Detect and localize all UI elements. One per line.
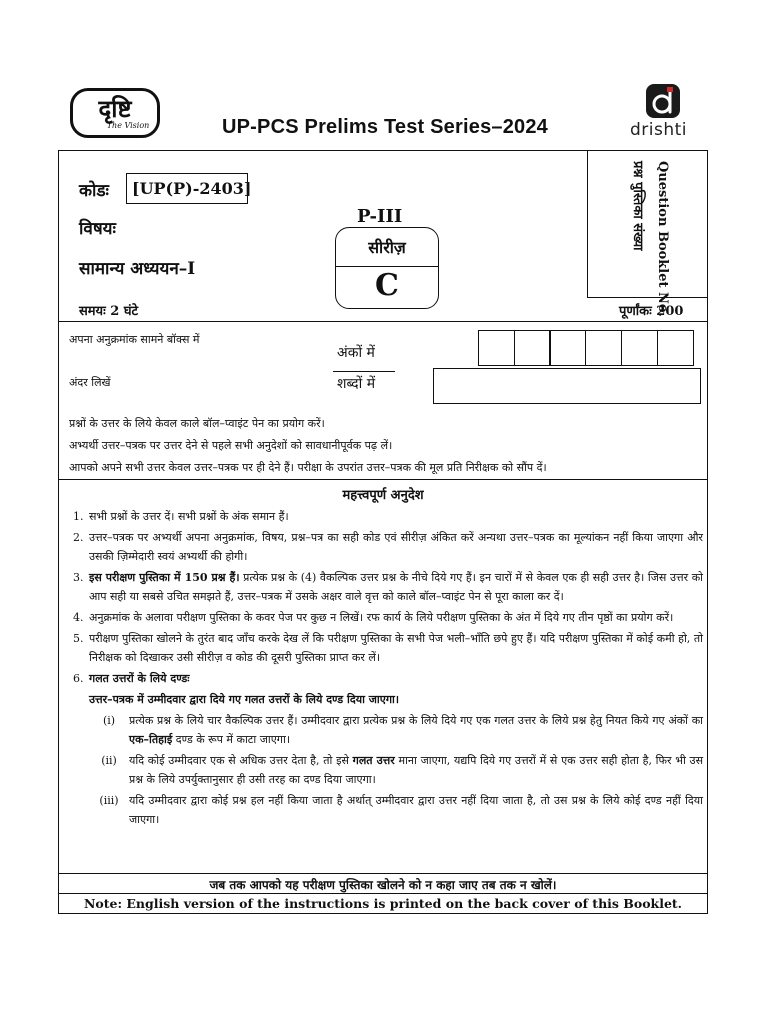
- divider: [59, 893, 707, 894]
- do-not-open-note: जब तक आपको यह परीक्षण पुस्तिका खोलने को न कहा जाए तब तक न खोलें।: [209, 878, 557, 892]
- roll-digit-cell[interactable]: [478, 330, 515, 366]
- max-marks: पूर्णांकः 200: [619, 304, 684, 319]
- in-words-label: शब्दों में: [337, 376, 376, 392]
- roll-digit-cell[interactable]: [585, 330, 622, 366]
- instruction-item: [73, 507, 703, 526]
- item-rest: प्रत्येक प्रश्न के (4) वैकल्पिक उत्तर प्रश्न के नीचे दिये गए हैं। इन चारों में से केवल एक ही सही उत्तर है। जिस उत्तर को आप सही या सबसे उचित समझते हैं, उत्तर–पत्रक में उसके अक्षर वाले वृत्त को काले बॉल–प्वाइंट पेन से पूरा काला कर दें।: [89, 571, 703, 603]
- penalty-heading: उत्तर–पत्रक में उम्मीदवार द्वारा दिये गए गलत उत्तरों के लिये दण्ड दिया जाएगा।: [89, 693, 400, 706]
- penalty-number: (iii): [99, 794, 119, 807]
- series-label: सीरीज़: [368, 238, 406, 257]
- roll-number-digits: [479, 330, 694, 366]
- item-number: 5.: [73, 632, 84, 645]
- logo-tagline: The Vision: [106, 120, 150, 130]
- item-text: अनुक्रमांक के अलावा परीक्षण पुस्तिका के कवर पेज पर कुछ न लिखें। रफ कार्य के लिये परीक्षण पुस्तिका के अंत में दिये गए तीन पृष्ठों का प्रयोग करें।: [89, 611, 674, 624]
- item-text: सभी प्रश्नों के उत्तर दें। सभी प्रश्नों के अंक समान हैं।: [89, 510, 289, 523]
- code-label: कोडः: [79, 181, 109, 201]
- penalty-item: [89, 791, 703, 829]
- roll-note-line1: अपना अनुक्रमांक सामने बॉक्स में: [69, 333, 200, 346]
- instruction-item: [73, 608, 703, 627]
- penalty-text: यदि उम्मीदवार द्वारा कोई प्रश्न हल नहीं किया जाता है अर्थात् उम्मीदवार द्वारा उत्तर नहीं दिया जाता है, तो उस प्रश्न के लिये कोई दण्ड नहीं दिया जाएगा।: [129, 794, 703, 826]
- instructions-list: [73, 507, 703, 831]
- booklet-no-label-hi: प्रश्न पुस्तिका संख्या: [630, 161, 645, 251]
- english-version-note: Note: English version of the instructions is printed on the back cover of this Booklet.: [83, 896, 683, 911]
- subject-label: विषयः: [79, 219, 116, 239]
- paper-number: P-III: [357, 206, 403, 227]
- penalty-text: [129, 751, 703, 789]
- series-divider: [336, 266, 438, 267]
- penalty-bold: एक–तिहाई: [129, 733, 173, 746]
- instructions-heading: महत्त्वपूर्ण अनुदेश: [342, 488, 424, 503]
- item-bold: इस परीक्षण पुस्तिका में 150 प्रश्न हैं।: [89, 571, 240, 584]
- subject-value: सामान्य अध्ययन–I: [79, 259, 196, 279]
- time-label: समयः 2 घंटे: [79, 304, 139, 319]
- logo-hindi-text: दृष्टि: [98, 94, 132, 123]
- item-text: गलत उत्तरों के लिये दण्डः: [89, 672, 190, 685]
- series-box: [335, 227, 439, 309]
- roll-note-line2: अंदर लिखें: [69, 376, 111, 389]
- item-number: 4.: [73, 611, 84, 624]
- roll-digit-cell[interactable]: [514, 330, 551, 366]
- in-figures-label: अंकों में: [337, 345, 375, 361]
- penalty-post: माना जाएगा, यद्यपि दिये गए उत्तरों में से एक उत्तर सही होता है, फिर भी उस प्रश्न के लिये उपर्युक्तानुसार ही उसी तरह का दण्ड दिया जाएगा।: [129, 754, 704, 786]
- code-value: [UP(P)-2403]: [126, 173, 248, 204]
- divider: [59, 479, 707, 480]
- divider: [59, 321, 707, 322]
- instruction-item: [73, 528, 703, 566]
- drishti-hindi-logo: [70, 88, 160, 138]
- item-number: 6.: [73, 672, 84, 685]
- instruction-item: [73, 568, 703, 606]
- item-text: उत्तर–पत्रक पर अभ्यर्थी अपना अनुक्रमांक, विषय, प्रश्न–पत्र का सही कोड एवं सीरीज़ अंकित करें अन्यथा उत्तर–पत्रक का मूल्यांकन नहीं किया जाएगा और उसकी ज़िम्मेदारी स्वयं अभ्यर्थी की होगी।: [89, 531, 703, 563]
- drishti-brand-logo: [628, 84, 690, 146]
- pen-notes: [69, 413, 547, 479]
- roll-digit-cell[interactable]: [657, 330, 694, 366]
- instruction-item: [73, 669, 703, 688]
- pen-note: प्रश्नों के उत्तर के लिये केवल काले बॉल–प्वाइंट पेन का प्रयोग करें।: [69, 417, 325, 430]
- label-rule: [333, 371, 395, 372]
- item-text: परीक्षण पुस्तिका खोलने के तुरंत बाद जाँच करके देख लें कि परीक्षण पुस्तिका के सभी पेज भली–भाँति छपे हुए हैं। यदि परीक्षण पुस्तिका में कोई कमी हो, तो निरीक्षक को दिखाकर उसी सीरीज़ व कोड की दूसरी पुस्तिका प्राप्त कर लें।: [89, 632, 703, 664]
- penalty-item: [89, 711, 703, 749]
- roll-digit-cell[interactable]: [621, 330, 658, 366]
- penalty-item: [89, 751, 703, 789]
- penalty-pre: प्रत्येक प्रश्न के लिये चार वैकल्पिक उत्तर हैं। उम्मीदवार द्वारा प्रत्येक प्रश्न के लिये दिये गए एक गलत उत्तर के लिये प्रश्न हेतु नियत किये गए अंकों का: [129, 714, 703, 727]
- penalty-number: (i): [102, 714, 116, 727]
- item-text: [89, 568, 703, 606]
- booklet-no-label-en: Question Booklet No.: [655, 161, 670, 317]
- roll-digit-cell[interactable]: [549, 330, 586, 366]
- penalty-number: (ii): [101, 754, 117, 767]
- penalty-post: दण्ड के रूप में काटा जाएगा।: [172, 733, 290, 746]
- series-value: C: [375, 268, 399, 303]
- drishti-d-icon: [646, 84, 680, 118]
- item-number: 2.: [73, 531, 84, 544]
- instruction-item: [73, 629, 703, 667]
- pen-note: आपको अपने सभी उत्तर केवल उत्तर–पत्रक पर ही देने हैं। परीक्षा के उपरांत उत्तर–पत्रक की मूल प्रति निरीक्षक को सौंप दें।: [69, 461, 547, 474]
- roll-number-words-box[interactable]: [433, 368, 701, 404]
- item-number: 1.: [73, 510, 84, 523]
- pen-note: अभ्यर्थी उत्तर–पत्रक पर उत्तर देने से पहले सभी अनुदेशों को सावधानीपूर्वक पढ़ लें।: [69, 439, 393, 452]
- penalty-bold: गलत उत्तर: [352, 754, 395, 767]
- page-title: UP-PCS Prelims Test Series–2024: [222, 116, 549, 138]
- item-number: 3.: [73, 571, 84, 584]
- divider: [59, 873, 707, 874]
- cover-sheet: [58, 150, 708, 914]
- penalty-pre: यदि कोई उम्मीदवार एक से अधिक उत्तर देता है, तो इसे: [129, 754, 353, 767]
- penalty-text: [129, 711, 703, 749]
- brand-name: drishti: [630, 120, 688, 140]
